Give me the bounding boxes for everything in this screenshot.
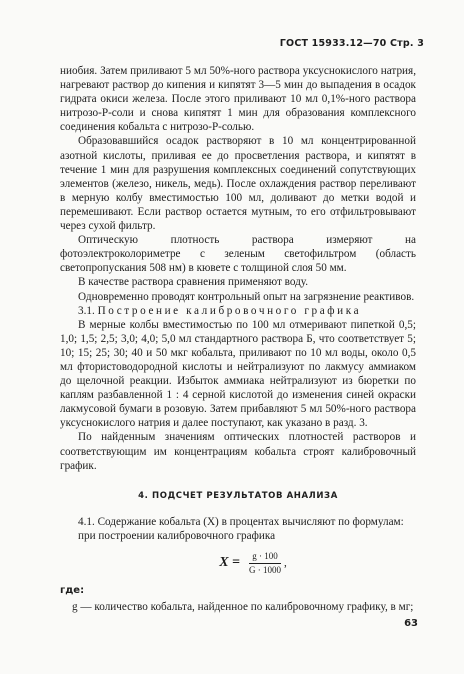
formula-fraction — [246, 551, 284, 576]
paragraph-3: Оптическую плотность раствора измеряют на фотоэлектроколориметре с зеленым светофильтром (область светопропускания 508 нм) в кювете с толщиной слоя 50 мм. — [60, 234, 416, 275]
formula-trail: , — [284, 557, 287, 570]
page-number: 63 — [404, 618, 418, 629]
formula-numerator: g · 100 — [249, 551, 281, 564]
section-4-paragraph-1: 4.1. Содержание кобальта (X) в процентах вычисляют по формулам: — [78, 515, 404, 528]
paragraph-8: По найденным значениям оптических плотностей растворов и соответствующим им концентрациям кобальта строят калибровочный график. — [60, 431, 416, 472]
subsection-heading — [60, 304, 416, 318]
subsection-number: 3.1. — [78, 304, 95, 317]
paragraph-4: В качестве раствора сравнения применяют воду. — [78, 276, 309, 289]
where-item-1: g — количество кобальта, найденное по калибровочному графику, в мг; — [72, 601, 414, 614]
where-label: где: — [60, 585, 85, 596]
formula — [60, 551, 416, 576]
running-header: ГОСТ 15933.12—70 Стр. 3 — [279, 38, 424, 49]
paragraph-5: Одновременно проводят контрольный опыт на загрязнение реактивов. — [78, 290, 415, 303]
section-4-paragraph-2: при построении калибровочного графика — [78, 529, 276, 542]
section-4-title: 4. ПОДСЧЕТ РЕЗУЛЬТАТОВ АНАЛИЗА — [138, 490, 338, 501]
page-body — [60, 64, 416, 614]
subsection-title: Построение калибровочного графика — [97, 304, 362, 317]
paragraph-2: Образовавшийся осадок растворяют в 10 мл концентрированной азотной кислоты, приливая ее до просветления раствора, и кипятят в течение 1 мин для разрушения комплексных соединений сопутствующих элементов (железо, никель, медь). После охлаждения раствор переливают в мерную колбу вместимостью 100 мл, доливают до метки водой и перемешивают. Если раствор остается мутным, то его отфильтровывают через сухой фильтр. — [60, 135, 416, 233]
formula-denominator: G · 1000 — [249, 565, 282, 575]
paragraph-7: В мерные колбы вместимостью по 100 мл отмеривают пипеткой 0,5; 1,0; 1,5; 2,5; 3,0; 4,0; 5,0 мл стандартного раствора Б, что соответствует 5; 10; 15; 25; 30; 40 и 50 мкг кобальта, приливают по 10 мл воды, около 0,5 мл фтористоводородной кислоты и нейтрализуют по лакмусу аммиаком до щелочной реакции. Избыток аммиака нейтрализуют из бюретки по каплям разбавленной 1 : 4 серной кислотой до изменения синей окраски лакмусовой бумаги в розовую. Затем прибавляют 5 мл 50%-ного раствора уксуснокислого натрия и далее поступают, как указано в разд. 3. — [60, 318, 416, 430]
paragraph-1: ниобия. Затем приливают 5 мл 50%-ного раствора уксуснокислого натрия, нагревают раствор до кипения и кипятят 3—5 мин до выпадения в осадок гидрата окиси железа. После этого приливают 10 мл 0,1%-ного раствора нитрозо-Р-соли и снова кипятят 1 мин для образования комплексного соединения кобальта с нитрозо-Р-солью. — [60, 65, 416, 134]
formula-lhs: X = — [219, 555, 241, 571]
